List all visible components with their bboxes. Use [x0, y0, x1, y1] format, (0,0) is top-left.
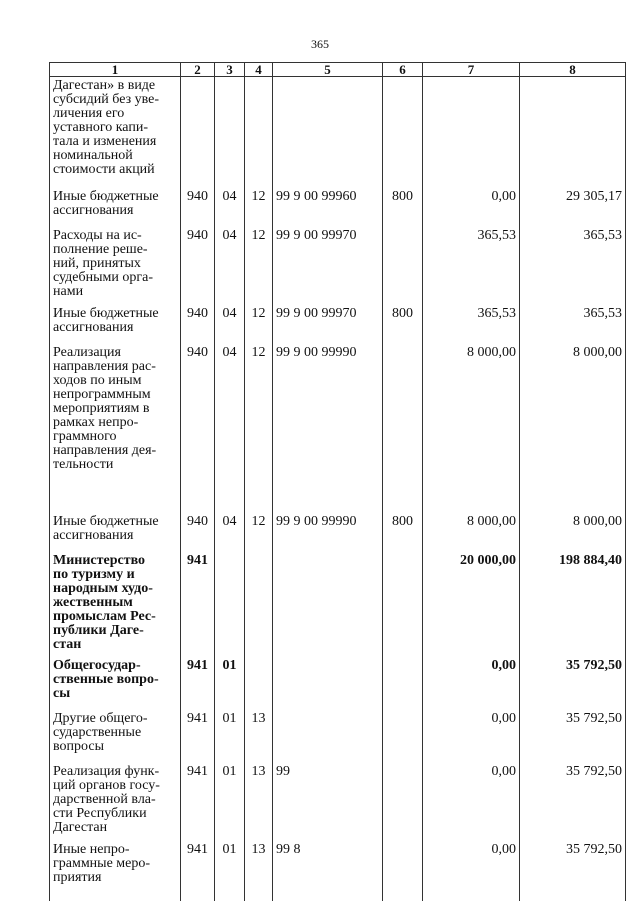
- amount-col-8: 29 305,17: [520, 188, 626, 227]
- code-expense-type: [383, 227, 423, 305]
- amount-col-7: 8 000,00: [423, 513, 520, 552]
- table-row: [50, 305, 626, 344]
- row-label-line: промыслам Рес-: [53, 608, 156, 624]
- amount-col-7: [423, 77, 520, 188]
- code-expense-type: 800: [383, 188, 423, 227]
- amount-col-7: 0,00: [423, 188, 520, 227]
- code-ministry: 940: [181, 344, 215, 513]
- row-label-line: судебными орга-: [53, 269, 153, 285]
- code-section: 01: [215, 710, 245, 763]
- amount-col-8: 35 792,50: [520, 841, 626, 901]
- row-label-line: Общегосудар-: [53, 657, 141, 673]
- amount-col-8: 35 792,50: [520, 657, 626, 710]
- amount-col-8: 35 792,50: [520, 710, 626, 763]
- amount-col-8: 35 792,50: [520, 763, 626, 841]
- code-target-article: 99 9 00 99960: [273, 188, 383, 227]
- table-row: [50, 710, 626, 763]
- row-label-line: Иные бюджетные: [53, 305, 159, 321]
- header-col-3: 3: [215, 63, 245, 77]
- table-row: [50, 513, 626, 552]
- code-target-article: 99 8: [273, 841, 383, 901]
- code-expense-type: [383, 841, 423, 901]
- code-target-article: 99 9 00 99990: [273, 513, 383, 552]
- row-label-line: уставного капи-: [53, 120, 148, 135]
- header-col-2: 2: [181, 63, 215, 77]
- code-subsection: 12: [245, 305, 273, 344]
- code-ministry: [181, 77, 215, 188]
- row-label-line: ний, принятых: [53, 255, 141, 271]
- row-label-line: жественным: [53, 594, 133, 610]
- row-label-line: ассигнования: [53, 527, 134, 543]
- row-label-line: Иные непро-: [53, 841, 130, 857]
- code-section: 04: [215, 227, 245, 305]
- amount-col-8: [520, 77, 626, 188]
- row-label-line: вопросы: [53, 738, 104, 754]
- amount-col-8: 198 884,40: [520, 552, 626, 657]
- row-label-line: дарственной вла-: [53, 791, 156, 807]
- table-row: [50, 657, 626, 710]
- header-col-6: 6: [383, 63, 423, 77]
- header-col-1: 1: [50, 63, 181, 77]
- code-target-article: 99 9 00 99970: [273, 305, 383, 344]
- row-label-line: Иные бюджетные: [53, 513, 159, 529]
- table-row: [50, 227, 626, 305]
- row-label-line: Расходы на ис-: [53, 227, 142, 243]
- code-subsection: [245, 77, 273, 188]
- row-label-line: Дагестан: [53, 819, 108, 835]
- row-label-line: рамках непро-: [53, 414, 139, 430]
- table-row: [50, 841, 626, 901]
- row-label-line: номинальной: [53, 148, 133, 163]
- code-target-article: 99 9 00 99990: [273, 344, 383, 513]
- row-label-line: ственные вопро-: [53, 671, 159, 687]
- amount-col-7: 20 000,00: [423, 552, 520, 657]
- row-label-line: ассигнования: [53, 202, 134, 218]
- code-section: 01: [215, 841, 245, 901]
- table-row: [50, 77, 626, 188]
- row-label: [50, 227, 181, 305]
- code-target-article: [273, 710, 383, 763]
- row-label-line: Министерство: [53, 552, 146, 568]
- row-label: [50, 188, 181, 227]
- row-label-line: сударственные: [53, 724, 142, 740]
- code-ministry: 941: [181, 841, 215, 901]
- amount-col-8: 8 000,00: [520, 513, 626, 552]
- code-ministry: 941: [181, 657, 215, 710]
- row-label-line: мероприятиям в: [53, 400, 150, 416]
- code-expense-type: 800: [383, 513, 423, 552]
- table-row: [50, 344, 626, 513]
- code-section: 01: [215, 657, 245, 710]
- code-target-article: [273, 657, 383, 710]
- header-col-5: 5: [273, 63, 383, 77]
- amount-col-7: 0,00: [423, 763, 520, 841]
- code-expense-type: [383, 77, 423, 188]
- code-subsection: [245, 657, 273, 710]
- row-label: [50, 344, 181, 513]
- row-label: [50, 657, 181, 710]
- page-number: 365: [311, 37, 329, 51]
- amount-col-7: 0,00: [423, 657, 520, 710]
- code-subsection: [245, 552, 273, 657]
- row-label-line: личения его: [53, 106, 125, 121]
- amount-col-7: 0,00: [423, 841, 520, 901]
- code-expense-type: [383, 657, 423, 710]
- code-ministry: 940: [181, 188, 215, 227]
- amount-col-8: 365,53: [520, 305, 626, 344]
- code-ministry: 941: [181, 552, 215, 657]
- table-body: [50, 77, 626, 901]
- row-label-line: ходов по иным: [53, 372, 142, 388]
- row-label: [50, 77, 181, 188]
- row-label-line: ций органов госу-: [53, 777, 160, 793]
- code-section: 04: [215, 305, 245, 344]
- code-subsection: 12: [245, 344, 273, 513]
- code-target-article: [273, 77, 383, 188]
- row-label-line: сы: [53, 685, 71, 701]
- code-ministry: 941: [181, 710, 215, 763]
- table-row: [50, 552, 626, 657]
- row-label: [50, 763, 181, 841]
- row-label-line: публики Даге-: [53, 622, 144, 638]
- amount-col-8: 365,53: [520, 227, 626, 305]
- row-label-line: Реализация: [53, 344, 121, 360]
- row-label-line: стоимости акций: [53, 162, 155, 177]
- code-expense-type: 800: [383, 305, 423, 344]
- code-ministry: 940: [181, 305, 215, 344]
- row-label-line: направления рас-: [53, 358, 156, 374]
- code-section: [215, 552, 245, 657]
- code-target-article: 99: [273, 763, 383, 841]
- budget-table: [49, 62, 626, 901]
- row-label: [50, 513, 181, 552]
- row-label-line: ассигнования: [53, 319, 134, 335]
- row-label-line: Иные бюджетные: [53, 188, 159, 204]
- row-label-line: граммные меро-: [53, 855, 151, 871]
- code-subsection: 13: [245, 763, 273, 841]
- table-row: [50, 188, 626, 227]
- code-section: [215, 77, 245, 188]
- row-label: [50, 552, 181, 657]
- row-label-line: полнение реше-: [53, 241, 148, 257]
- row-label-line: граммного: [53, 428, 117, 444]
- row-label-line: Реализация функ-: [53, 763, 160, 779]
- row-label-line: приятия: [53, 869, 102, 885]
- row-label-line: нами: [53, 283, 84, 299]
- amount-col-8: 8 000,00: [520, 344, 626, 513]
- code-subsection: 12: [245, 188, 273, 227]
- code-target-article: 99 9 00 99970: [273, 227, 383, 305]
- code-subsection: 13: [245, 841, 273, 901]
- header-col-8: 8: [520, 63, 626, 77]
- code-subsection: 13: [245, 710, 273, 763]
- row-label-line: Другие общего-: [53, 710, 148, 726]
- code-subsection: 12: [245, 227, 273, 305]
- row-label-line: тала и изменения: [53, 134, 157, 149]
- code-section: 04: [215, 513, 245, 552]
- code-subsection: 12: [245, 513, 273, 552]
- row-label-line: субсидий без уве-: [53, 92, 160, 107]
- row-label-line: сти Республики: [53, 805, 147, 821]
- row-label-line: тельности: [53, 456, 114, 472]
- header-col-7: 7: [423, 63, 520, 77]
- row-label: [50, 305, 181, 344]
- amount-col-7: 365,53: [423, 227, 520, 305]
- amount-col-7: 365,53: [423, 305, 520, 344]
- row-label: [50, 841, 181, 901]
- header-col-4: 4: [245, 63, 273, 77]
- code-ministry: 940: [181, 513, 215, 552]
- code-section: 01: [215, 763, 245, 841]
- code-expense-type: [383, 552, 423, 657]
- code-ministry: 941: [181, 763, 215, 841]
- table-row: [50, 763, 626, 841]
- row-label-line: стан: [53, 636, 82, 652]
- code-expense-type: [383, 763, 423, 841]
- row-label-line: по туризму и: [53, 566, 135, 582]
- code-ministry: 940: [181, 227, 215, 305]
- row-label-line: Дагестан» в виде: [53, 78, 156, 93]
- row-label-line: непрограммным: [53, 386, 151, 402]
- row-label-line: народным худо-: [53, 580, 153, 596]
- code-target-article: [273, 552, 383, 657]
- row-label-line: направления дея-: [53, 442, 157, 458]
- code-section: 04: [215, 188, 245, 227]
- amount-col-7: 0,00: [423, 710, 520, 763]
- code-expense-type: [383, 710, 423, 763]
- header-row: [50, 63, 626, 77]
- code-section: 04: [215, 344, 245, 513]
- row-label: [50, 710, 181, 763]
- code-expense-type: [383, 344, 423, 513]
- amount-col-7: 8 000,00: [423, 344, 520, 513]
